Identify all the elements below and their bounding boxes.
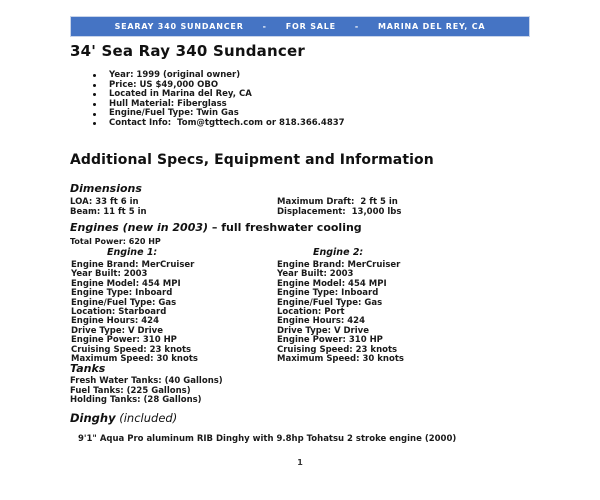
banner-for-sale-label: FOR SALE bbox=[285, 22, 336, 31]
engine-spec-line: Location: Port bbox=[277, 307, 345, 318]
list-item-text: Engine/Fuel Type: Twin Gas bbox=[109, 108, 239, 119]
list-item-text: Contact Info: Tom@tgttech.com or 818.366.4837 bbox=[109, 117, 345, 128]
engine-spec-line: Engine Power: 310 HP bbox=[71, 335, 177, 346]
banner-boat-name: SEARAY 340 SUNDANCER bbox=[114, 22, 244, 31]
engine-spec-line: Engine/Fuel Type: Gas bbox=[71, 297, 177, 308]
engine-spec-line: Drive Type: V Drive bbox=[71, 325, 163, 336]
bullet-icon bbox=[93, 113, 96, 116]
banner-location: MARINA DEL REY, CA bbox=[378, 22, 486, 31]
engine-spec-line: Engine Model: 454 MPI bbox=[277, 278, 387, 289]
list-item-text: Year: 1999 (original owner) bbox=[109, 70, 241, 80]
dimension-loa: LOA: 33 ft 6 in bbox=[70, 197, 139, 207]
engine-spec-line: Location: Starboard bbox=[71, 307, 167, 318]
dimension-displacement: Displacement: 13,000 lbs bbox=[277, 207, 402, 218]
dimensions-title: Dimensions bbox=[70, 182, 142, 195]
dinghy-title-included: (included) bbox=[115, 411, 178, 425]
engine2-column bbox=[277, 247, 477, 364]
tank-spec-line: Fuel Tanks: (225 Gallons) bbox=[70, 385, 191, 396]
engine-spec-line: Year Built: 2003 bbox=[277, 269, 354, 280]
dimensions-grid bbox=[70, 197, 401, 217]
banner-separator: - bbox=[262, 22, 267, 31]
bullet-icon bbox=[93, 103, 96, 106]
bullet-icon bbox=[93, 93, 96, 96]
engine-spec-line: Cruising Speed: 23 knots bbox=[277, 344, 398, 355]
dinghy-title-bold: Dinghy bbox=[70, 411, 116, 425]
dinghy-title bbox=[70, 411, 177, 425]
engine2-spec-list bbox=[277, 261, 477, 364]
bullet-icon bbox=[93, 84, 96, 87]
list-item-text: Price: US $49,000 OBO bbox=[109, 79, 219, 90]
banner-separator: - bbox=[354, 22, 360, 31]
bullet-icon bbox=[93, 74, 96, 77]
engine-spec-line: Maximum Speed: 30 knots bbox=[71, 354, 198, 365]
tanks-list bbox=[70, 377, 223, 406]
section-heading: Additional Specs, Equipment and Information bbox=[70, 152, 434, 168]
engines-title-italic: Engines (new in 2003) bbox=[70, 221, 209, 234]
dinghy-description: 9'1" Aqua Pro aluminum RIB Dinghy with 9.8hp Tohatsu 2 stroke engine (2000) bbox=[78, 434, 457, 444]
list-item bbox=[93, 119, 345, 129]
engine1-column bbox=[71, 247, 271, 364]
header-banner bbox=[70, 16, 530, 37]
engine-spec-line: Engine Type: Inboard bbox=[277, 288, 379, 299]
engine-spec-line: Cruising Speed: 23 knots bbox=[71, 344, 192, 355]
list-item-text: Hull Material: Fiberglass bbox=[109, 98, 227, 109]
dimension-max-draft: Maximum Draft: 2 ft 5 in bbox=[277, 197, 398, 207]
bullet-icon bbox=[93, 122, 96, 125]
engine-spec-line: Engine Type: Inboard bbox=[71, 288, 173, 299]
dimensions-section bbox=[70, 182, 401, 217]
engine-spec-line: Engine Power: 310 HP bbox=[277, 335, 383, 346]
engine-spec-line: Engine Hours: 424 bbox=[71, 316, 159, 327]
page-number: 1 bbox=[297, 458, 303, 467]
page-title: 34' Sea Ray 340 Sundancer bbox=[70, 42, 305, 60]
engine1-title: Engine 1: bbox=[107, 247, 158, 258]
engine-spec-line: Engine Hours: 424 bbox=[277, 316, 365, 327]
engine1-spec-list bbox=[71, 261, 271, 364]
engine2-title: Engine 2: bbox=[313, 247, 364, 258]
list-item-text: Located in Marina del Rey, CA bbox=[109, 89, 252, 100]
dimension-beam: Beam: 11 ft 5 in bbox=[70, 207, 147, 218]
engine-spec-line: Drive Type: V Drive bbox=[277, 325, 369, 336]
engine-spec-line: Year Built: 2003 bbox=[71, 269, 148, 280]
total-power: Total Power: 620 HP bbox=[70, 237, 161, 246]
engine-spec-line: Engine Brand: MerCruiser bbox=[277, 260, 401, 270]
tanks-section bbox=[70, 362, 223, 406]
engine-spec-line: Engine Model: 454 MPI bbox=[71, 278, 181, 289]
engines-title-rest: – full freshwater cooling bbox=[208, 221, 362, 234]
engine-spec-line: Maximum Speed: 30 knots bbox=[277, 354, 404, 365]
engine-spec-line: Engine Brand: MerCruiser bbox=[71, 260, 195, 270]
tank-spec-line: Holding Tanks: (28 Gallons) bbox=[70, 395, 202, 405]
summary-bullet-list bbox=[93, 71, 345, 129]
engine-spec-line: Engine/Fuel Type: Gas bbox=[277, 297, 383, 308]
tanks-title: Tanks bbox=[70, 362, 106, 375]
engines-section-title bbox=[70, 221, 362, 234]
tank-spec-line: Fresh Water Tanks: (40 Gallons) bbox=[70, 376, 223, 386]
